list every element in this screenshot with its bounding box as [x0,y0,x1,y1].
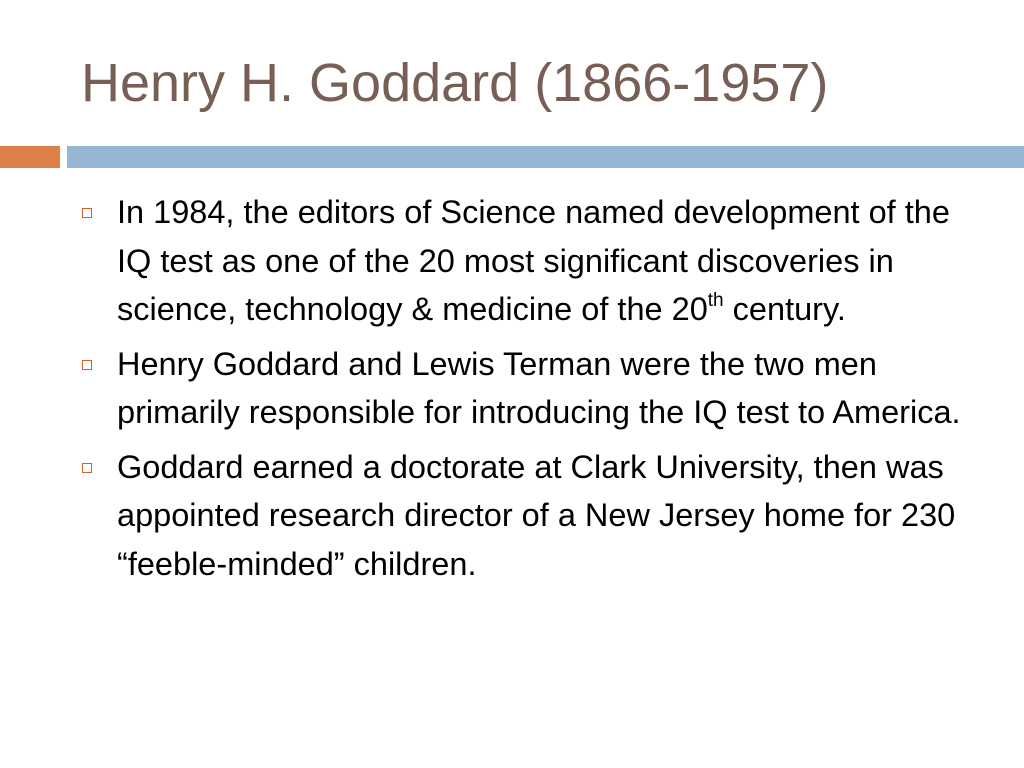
bullet-text-part: In 1984, the editors of Science named development of the IQ test as one of the 20 most significant discoveries in science, technology & medicine of the 20 [117,194,950,327]
square-bullet-icon [82,463,92,473]
bullet-text: Goddard earned a doctorate at Clark University, then was appointed research director of a New Jersey home for 230 “feeble-minded” children. [117,448,956,582]
bullet-item [82,340,982,437]
superscript: th [707,290,724,312]
bullet-text-part: century. [723,291,846,327]
square-bullet-icon [82,360,92,370]
bullet-item [82,443,982,589]
slide-title: Henry H. Goddard (1866-1957) [81,53,829,113]
square-bullet-icon [82,208,92,218]
bullet-text: Henry Goddard and Lewis Terman were the two men primarily responsible for introducing the IQ test to America. [117,345,961,430]
accent-bar [0,146,60,168]
bullet-list [82,188,982,594]
bullet-item [82,188,982,334]
header-divider-bar [67,146,1024,168]
bullet-text [117,194,950,327]
